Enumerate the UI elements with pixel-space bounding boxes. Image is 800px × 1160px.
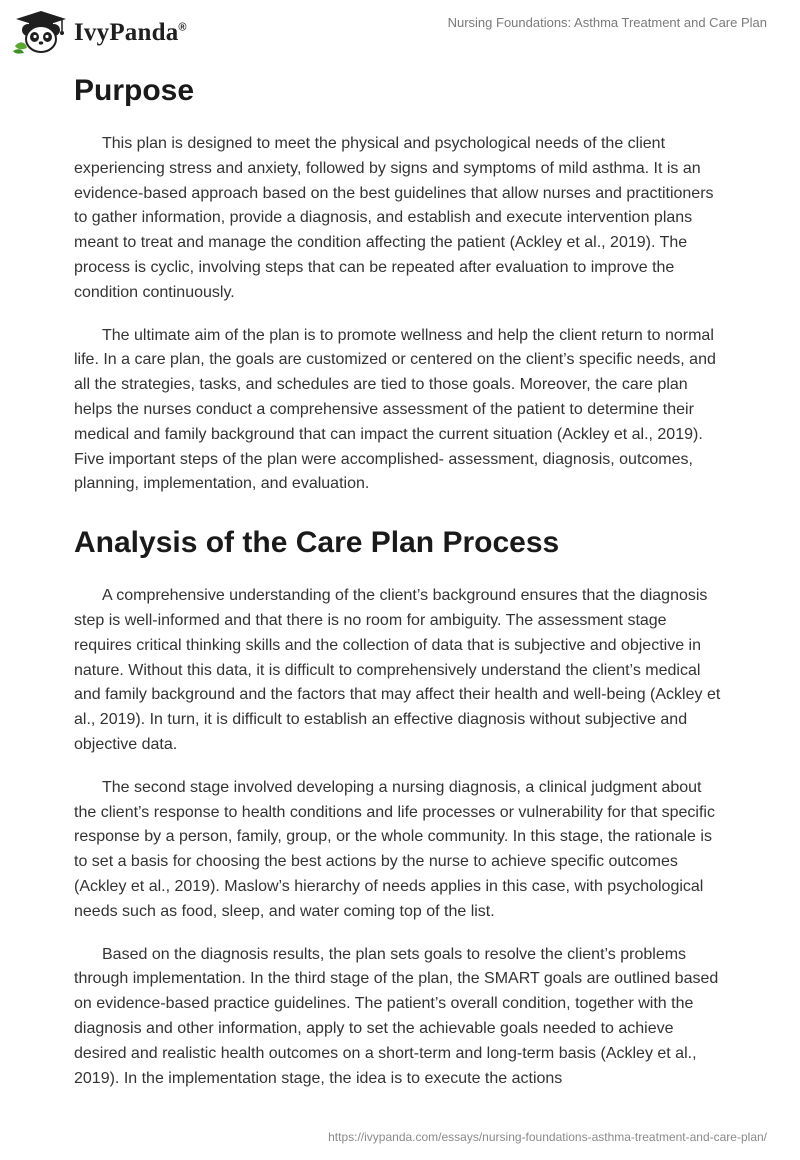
section-heading-purpose: Purpose <box>74 74 195 107</box>
source-url-link[interactable]: https://ivypanda.com/essays/nursing-foundations-asthma-treatment-and-care-plan/ <box>328 1130 767 1144</box>
paragraph: The ultimate aim of the plan is to promote wellness and help the client return to normal life. In a care plan, the goals are customized or centered on the client’s specific needs, and all the strategies, tasks, and schedules are tied to those goals. Moreover, the care plan helps the nurses conduct a comprehensive assessment of the patient to determine their medical and family background that can impact the current situation (Ackley et al., 2019). Five important steps of the plan were accomplished- assessment, diagnosis, outcomes, planning, implementation, and evaluation. <box>74 326 716 493</box>
paragraph: Based on the diagnosis results, the plan sets goals to resolve the client’s problems through implementation. In the third stage of the plan, the SMART goals are outlined based on evidence-based practice guidelines. The patient’s overall condition, together with the diagnosis and other information, apply to set the achievable goals needed to achieve desired and realistic health outcomes on a short-term and long-term basis (Ackley et al., 2019). In the implementation stage, the idea is to execute the actions <box>74 945 719 1087</box>
registered-mark: ® <box>178 21 187 34</box>
panda-graduation-cap-icon <box>12 10 70 54</box>
document-title: Nursing Foundations: Asthma Treatment and Care Plan <box>447 15 767 30</box>
paragraph: This plan is designed to meet the physical and psychological needs of the client experiencing stress and anxiety, followed by signs and symptoms of mild asthma. It is an evidence-based approach based on the best guidelines that allow nurses and practitioners to gather information, provide a diagnosis, and establish and execute intervention plans meant to treat and manage the condition affecting the patient (Ackley et al., 2019). The process is cyclic, involving steps that can be repeated after evaluation to improve the condition continuously. <box>74 135 714 301</box>
page-header <box>0 0 800 60</box>
logo-wordmark: IvyPanda <box>74 18 179 46</box>
paragraph: The second stage involved developing a nursing diagnosis, a clinical judgment about the client’s response to health conditions and life processes or vulnerability for that specific response by a person, family, group, or the whole community. In this stage, the rationale is to set a basis for choosing the best actions by the nurse to achieve specific outcomes (Ackley et al., 2019). Maslow’s hierarchy of needs applies in this case, with psychological needs such as food, sleep, and water coming top of the list. <box>74 778 715 920</box>
essay-content <box>74 70 724 1109</box>
site-logo[interactable] <box>12 10 187 54</box>
paragraph: A comprehensive understanding of the client’s background ensures that the diagnosis step is well-informed and that there is no room for ambiguity. The assessment stage requires critical thinking skills and the collection of data that is subjective and objective in nature. Without this data, it is difficult to comprehensively understand the client’s medical and family background and the factors that may affect their health and well-being (Ackley et al., 2019). In turn, it is difficult to establish an effective diagnosis without subjective and objective data. <box>74 587 721 753</box>
logo-text <box>74 20 187 45</box>
section-heading-analysis: Analysis of the Care Plan Process <box>74 526 560 560</box>
